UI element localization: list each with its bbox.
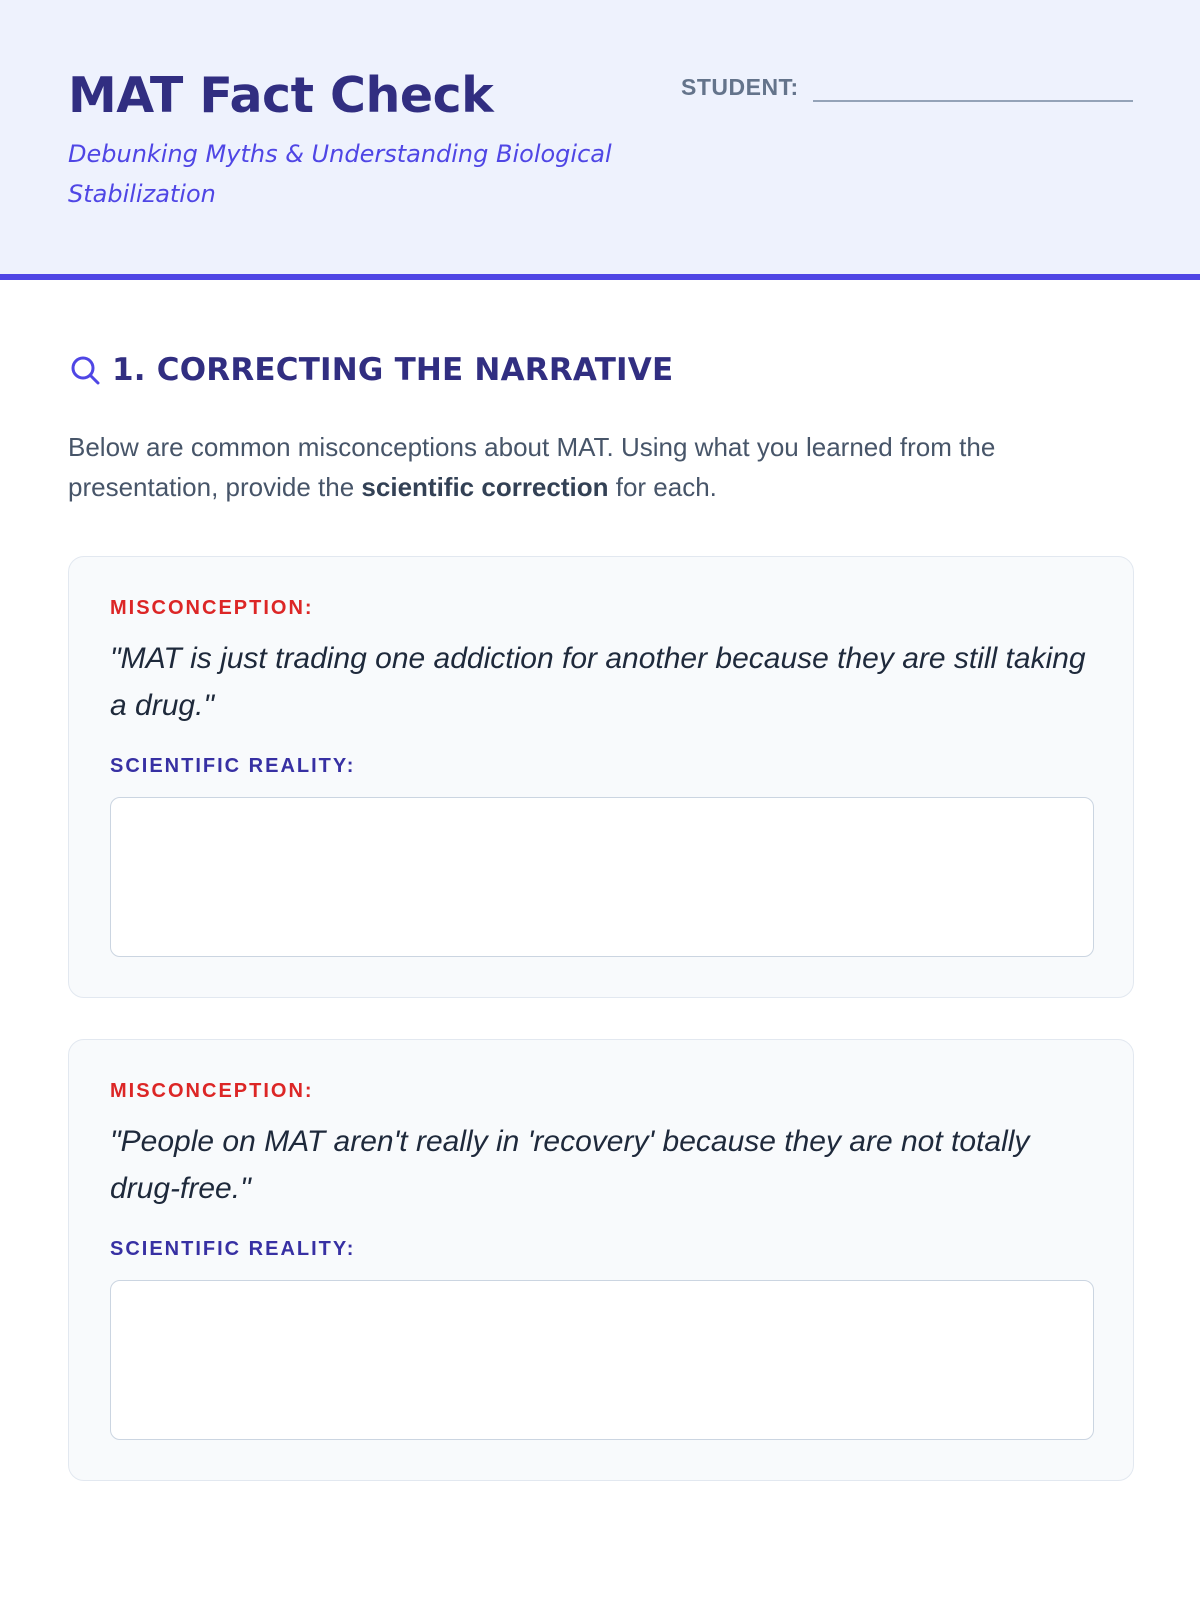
scientific-reality-answer[interactable] [110, 797, 1094, 957]
intro-text-end: for each. [608, 472, 717, 502]
intro-emphasis: scientific correction [361, 472, 609, 502]
scientific-reality-answer[interactable] [110, 1280, 1094, 1440]
section-correcting-narrative [68, 346, 1134, 507]
misconception-card [68, 1039, 1134, 1481]
worksheet-header [0, 0, 1200, 280]
section-title: 1. CORRECTING THE NARRATIVE [112, 352, 674, 388]
page-title: MAT Fact Check [68, 67, 494, 124]
scientific-reality-label: SCIENTIFIC REALITY: [110, 755, 356, 777]
intro-text: Below are common misconceptions about MAT. Using what you learned from the presentation, provide the [68, 432, 996, 502]
search-icon [68, 353, 102, 387]
scientific-reality-label: SCIENTIFIC REALITY: [110, 1238, 356, 1260]
misconception-label: MISCONCEPTION: [110, 1080, 314, 1102]
misconception-quote: "MAT is just trading one addiction for another because they are still taking a drug." [110, 642, 1086, 722]
section-intro [68, 427, 1128, 507]
misconception-label: MISCONCEPTION: [110, 597, 314, 619]
header-title-block [68, 66, 668, 214]
page-subtitle: Debunking Myths & Understanding Biological Stabilization [68, 140, 612, 208]
student-name-field[interactable] [813, 72, 1133, 102]
student-label: STUDENT: [681, 74, 799, 100]
misconception-card [68, 556, 1134, 998]
section-heading [68, 346, 1134, 394]
misconception-quote: "People on MAT aren't really in 'recovery' because they are not totally drug-free." [110, 1125, 1030, 1205]
student-name-block [681, 72, 1133, 102]
